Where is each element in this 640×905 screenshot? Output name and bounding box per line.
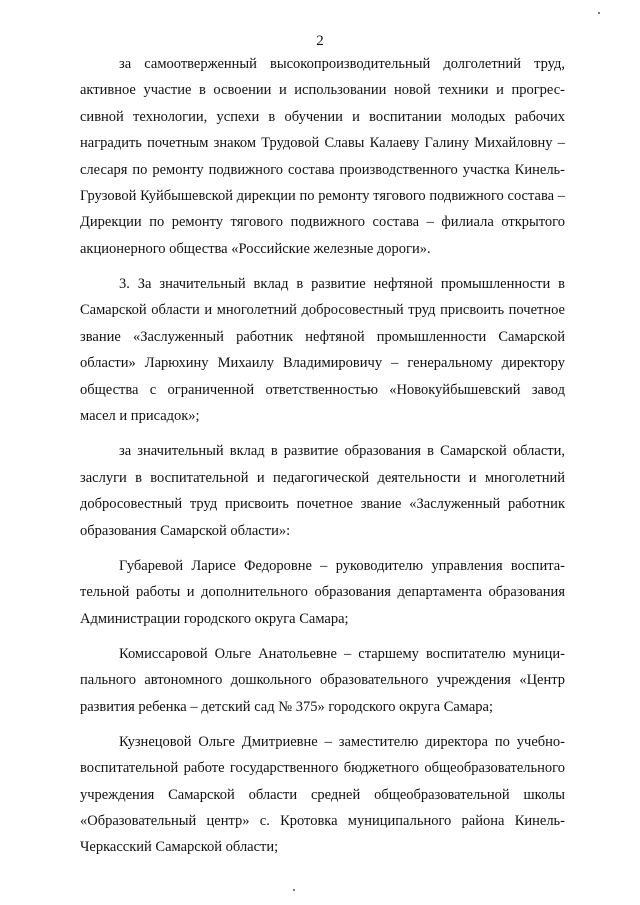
document-body: [80, 51, 565, 861]
scan-speck-mark: [293, 889, 295, 891]
paragraph-labor-glory-award: за самоотверженный высокопроизводительный долголетний труд, активное участие в освоении и использовании новой техники и прогрессивной технологии, успехи в обучении и воспитании молодых рабочих наградить почетным знаком Трудовой Славы Калаеву Галину Михайловну – слесаря по ремонту подвижного состава производственного участка Кинель-Грузовой Куйбышевской дирекции по ремонту тягового подвижного состава – Дирекции по ремонту тягового подвижного состава – филиала открытого акционерного общества «Российские железные дороги».: [80, 56, 565, 257]
page-number: 2: [316, 33, 324, 49]
paragraph-education-title-intro: за значительный вклад в развитие образования в Самарской области, заслуги в воспитательной и педагогической деятельности и многолетний добросовестный труд присвоить почетное звание «Заслуженный работник образования Самарской области»:: [80, 443, 565, 539]
paragraph-kuznetsova: Кузнецовой Ольге Дмитриевне – заместителю директора по учебно-воспитательной работе государственного бюджетного общеобразовательного учреждения Самарской области средней общеобразовательной школы «Образовательный центр» с. Кротовка муниципального района Кинель-Черкасский Самарской области;: [80, 733, 565, 856]
scan-speck-mark: [598, 12, 601, 15]
paragraph-oil-industry-title: 3. За значительный вклад в развитие нефтяной промышленности в Самарской области и многолетний добросовестный труд присвоить почетное звание «Заслуженный работник нефтяной промышленности Самарской области» Ларюхину Михаилу Владимировичу – генеральному директору общества с ограниченной ответственностью «Новокуйбышевский завод масел и присадок»;: [80, 276, 565, 425]
paragraph-gubareva: Губаревой Ларисе Федоровне – руководителю управления воспитательной работы и дополнительного образования департамента образования Администрации городского округа Самара;: [80, 557, 565, 627]
paragraph-komissarova: Комиссаровой Ольге Анатольевне – старшему воспитателю муниципального автономного дошкольного образовательного учреждения «Центр развития ребенка – детский сад № 375» городского округа Самара;: [80, 645, 565, 715]
